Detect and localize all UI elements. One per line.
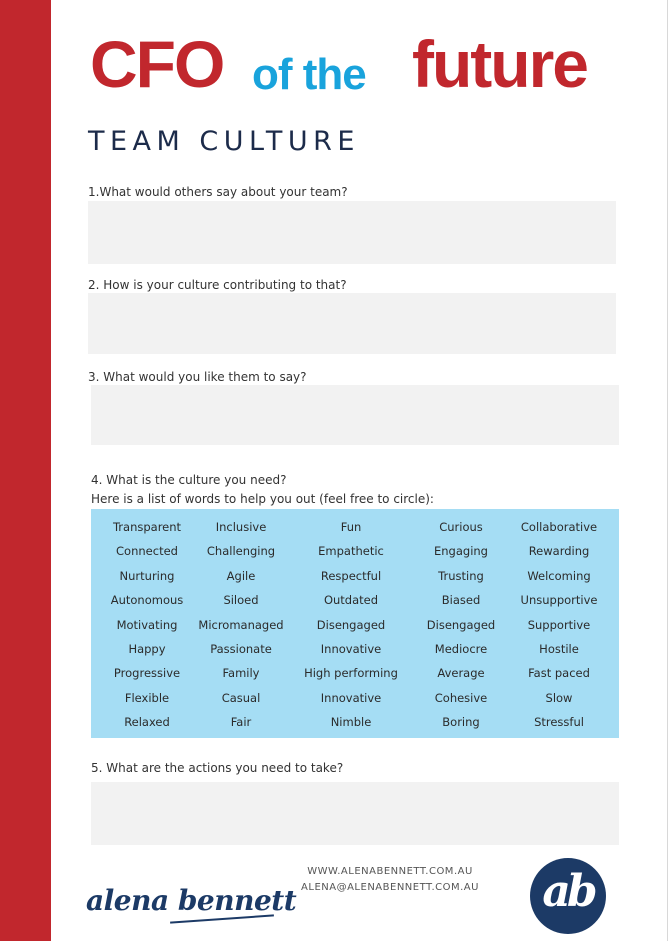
- brand-future: future: [412, 27, 587, 101]
- culture-word[interactable]: Inclusive: [215, 520, 267, 534]
- word-list: [91, 509, 619, 738]
- brand-cfo: CFO: [90, 27, 224, 101]
- answer-box-1[interactable]: [88, 201, 616, 264]
- culture-word[interactable]: Engaging: [434, 544, 488, 559]
- culture-word[interactable]: Disengaged: [426, 617, 496, 632]
- answer-box-3[interactable]: [91, 385, 619, 445]
- question-2: 2. How is your culture contributing to that?: [88, 278, 347, 292]
- culture-word[interactable]: Average: [437, 666, 485, 681]
- monogram-text: ab: [542, 866, 594, 917]
- culture-word[interactable]: Challenging: [206, 544, 276, 559]
- culture-word[interactable]: Supportive: [527, 617, 591, 632]
- culture-word[interactable]: Empathetic: [318, 544, 384, 559]
- culture-word[interactable]: Unsupportive: [520, 593, 598, 608]
- answer-box-2[interactable]: [88, 293, 616, 354]
- question-4: 4. What is the culture you need?: [91, 473, 287, 487]
- culture-word[interactable]: Innovative: [320, 642, 382, 656]
- culture-word[interactable]: Slow: [545, 690, 573, 705]
- culture-word[interactable]: Passionate: [210, 642, 272, 656]
- culture-word[interactable]: Motivating: [116, 617, 178, 632]
- page-edge-line: [667, 0, 668, 941]
- left-accent-bar: [0, 0, 51, 941]
- question-3: 3. What would you like them to say?: [88, 370, 307, 384]
- culture-word[interactable]: Hostile: [539, 642, 579, 656]
- culture-word[interactable]: Autonomous: [110, 593, 184, 608]
- question-1: 1.What would others say about your team?: [88, 185, 348, 199]
- culture-word[interactable]: Relaxed: [124, 715, 170, 730]
- culture-word[interactable]: Rewarding: [528, 544, 590, 559]
- culture-word[interactable]: Fun: [340, 520, 362, 534]
- question-4-hint: Here is a list of words to help you out (feel free to circle):: [91, 492, 434, 506]
- culture-word[interactable]: Casual: [221, 690, 261, 705]
- question-5: 5. What are the actions you need to take?: [91, 761, 344, 775]
- culture-word[interactable]: Innovative: [320, 690, 382, 705]
- culture-word[interactable]: Progressive: [113, 666, 181, 681]
- culture-word[interactable]: Mediocre: [434, 642, 488, 656]
- culture-word[interactable]: Micromanaged: [198, 617, 284, 632]
- culture-word[interactable]: Family: [222, 666, 260, 681]
- culture-word[interactable]: Transparent: [112, 520, 182, 534]
- culture-word[interactable]: Curious: [439, 520, 483, 534]
- culture-word[interactable]: Flexible: [124, 690, 170, 705]
- culture-word[interactable]: Biased: [441, 593, 481, 608]
- culture-word[interactable]: Cohesive: [434, 690, 488, 705]
- website-link[interactable]: WWW.ALENABENNETT.COM.AU: [307, 866, 473, 877]
- culture-word[interactable]: Welcoming: [527, 568, 591, 583]
- culture-word[interactable]: Agile: [226, 568, 256, 583]
- culture-word[interactable]: Siloed: [223, 593, 259, 608]
- culture-word[interactable]: Connected: [116, 544, 178, 559]
- brand-of-the: of the: [252, 50, 366, 99]
- alena-bennett-logo: alena bennett: [86, 884, 297, 917]
- culture-word[interactable]: Nurturing: [119, 568, 175, 583]
- culture-word[interactable]: Boring: [442, 715, 480, 730]
- brand-heading: [90, 20, 630, 110]
- ab-monogram-logo: [530, 858, 606, 934]
- culture-word[interactable]: Nimble: [330, 715, 372, 730]
- email-link[interactable]: ALENA@ALENABENNETT.COM.AU: [301, 882, 479, 893]
- culture-word[interactable]: Stressful: [534, 715, 584, 730]
- culture-word[interactable]: Collaborative: [520, 520, 598, 534]
- culture-word[interactable]: Fast paced: [528, 666, 590, 681]
- culture-word[interactable]: Trusting: [438, 568, 484, 583]
- culture-word[interactable]: Respectful: [320, 568, 382, 583]
- page-title: TEAM CULTURE: [88, 126, 360, 157]
- culture-word[interactable]: Happy: [128, 642, 166, 656]
- culture-word[interactable]: Fair: [230, 715, 252, 730]
- answer-box-5[interactable]: [91, 782, 619, 845]
- culture-word[interactable]: Outdated: [323, 593, 379, 608]
- culture-word[interactable]: High performing: [304, 666, 398, 681]
- culture-word[interactable]: Disengaged: [316, 617, 386, 632]
